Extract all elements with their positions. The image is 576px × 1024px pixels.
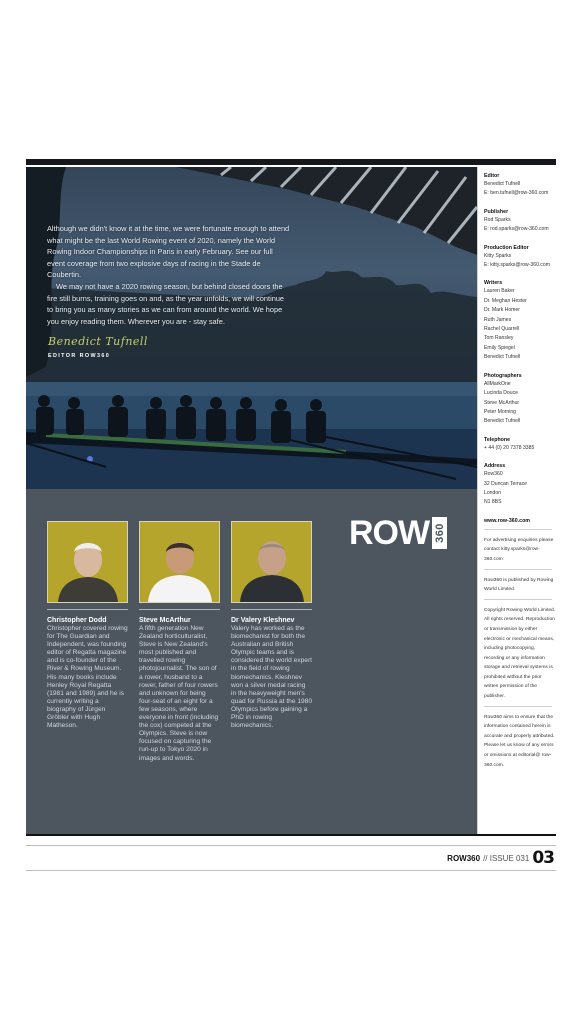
address-line: London xyxy=(484,489,501,496)
masthead-label: Editor xyxy=(484,173,500,179)
masthead-label: Photographers xyxy=(484,372,522,379)
masthead-name: Rod Sparks xyxy=(484,216,511,223)
contributor-name: Dr Valery Kleshnev xyxy=(231,617,295,624)
writer-name: Ruth James xyxy=(484,316,512,323)
writer-name: Lauren Baker xyxy=(484,288,515,295)
masthead-email: E: kitty.sparks@row-360.com xyxy=(484,262,550,269)
photographer-name: Steve McArthur xyxy=(484,399,520,406)
masthead-email: E: ben.tufnell@row-360.com xyxy=(484,190,549,197)
masthead-label: Address xyxy=(484,463,506,470)
writer-name: Benedict Tufnell xyxy=(484,354,521,361)
editorial-paragraph: Although we didn't know it at the time, we were fortunate enough to attend what might be the last World Rowing event of 2020, namely the World Rowing Indoor Championships in Paris in early February. See our full event coverage from two explosive days of racing in the Stade de Coubertin. xyxy=(47,224,290,280)
rowing-crew-photo xyxy=(26,167,477,489)
masthead-production xyxy=(484,245,556,271)
divider xyxy=(139,609,220,610)
website-link[interactable]: www.row-360.com xyxy=(484,517,531,524)
editorial-paragraph: We may not have a 2020 rowing season, but behind closed doors the fire still burns, training goes on and, as the year unfolds, we will continue to bring you as many stories as we can from around the world. We hope you enjoy reading them. Wherever you are - stay safe. xyxy=(47,281,285,326)
accuracy-note: Row360 aims to ensure that the information contained herein is accurate and properly attributed. Please let us know of any errors or omissions at editorial@ row-360.com. xyxy=(484,714,555,768)
writer-name: Rachel Quarrell xyxy=(484,326,520,333)
photographer-name: AllMarkOne xyxy=(484,380,511,387)
footer-issue: // ISSUE 031 xyxy=(483,854,530,863)
sidebar-divider xyxy=(477,167,478,834)
contributor-bio: A fifth generation New Zealand horticulturalist, Steve is New Zealand's most published and travelled rowing photojournalist. The son of a rower, husband to a rower, father of four rowers and unknown for being four-seat of an eight for a few seasons, where everyone in front (including the cox) competed at the Olympics. Steve is now focused on capturing the run-up to Tokyo 2020 in images and words. xyxy=(139,625,219,762)
contributor-card xyxy=(47,521,128,763)
masthead-label: Writers xyxy=(484,280,503,287)
contributor-card xyxy=(139,521,220,763)
advertising-note: For advertising enquiries please contact kitty.sparks@row-360.com xyxy=(484,537,554,562)
person-photo xyxy=(140,522,219,602)
masthead-telephone xyxy=(484,437,556,453)
masthead-sidebar xyxy=(477,167,556,834)
divider xyxy=(484,529,552,530)
divider xyxy=(231,609,312,610)
contributors-band xyxy=(26,489,477,834)
photographer-name: Peter Morning xyxy=(484,408,516,415)
masthead-publisher xyxy=(484,209,556,235)
masthead-photographers xyxy=(484,373,556,427)
contributor-portrait xyxy=(47,521,128,603)
masthead-label: Publisher xyxy=(484,208,509,215)
bottom-rule xyxy=(26,834,556,836)
writer-name: Emily Spiegel xyxy=(484,344,515,351)
footer-folio xyxy=(447,849,554,867)
contributor-portrait xyxy=(139,521,220,603)
publisher-note: Row360 is published by Rowing World Limited. xyxy=(484,577,554,593)
masthead-label: Production Editor xyxy=(484,244,529,251)
address-line: Row360 xyxy=(484,471,503,478)
person-photo xyxy=(48,522,127,602)
page-footer xyxy=(26,845,556,871)
editorial-text xyxy=(47,223,292,327)
editor-signature: Benedict Tufnell xyxy=(48,335,148,348)
divider xyxy=(484,706,552,707)
logo-wordmark: ROW xyxy=(349,514,430,552)
footer-magazine: ROW360 xyxy=(447,854,481,863)
photographer-name: Benedict Tufnell xyxy=(484,418,521,425)
editor-role: EDITOR ROW360 xyxy=(48,353,111,359)
divider xyxy=(484,599,552,600)
row360-logo xyxy=(349,516,447,550)
address-line: 32 Duncan Terrace xyxy=(484,480,527,487)
contributor-card xyxy=(231,521,312,763)
masthead-email: E: rod.sparks@row-360.com xyxy=(484,226,549,233)
divider xyxy=(47,609,128,610)
page-number: 03 xyxy=(532,848,554,868)
hero-photo xyxy=(26,167,477,489)
masthead-name: Kitty Sparks xyxy=(484,252,512,259)
writer-name: Dr. Meghan Hester xyxy=(484,297,527,304)
telephone-number: + 44 (0) 20 7378 3385 xyxy=(484,444,535,451)
contributor-portrait xyxy=(231,521,312,603)
contributor-bio: Valery has worked as the biomechanist for both the Australian and British Olympic teams and is considered the world expert in the field of rowing biomechanics. Kleshnev won a silver medal racing in the heavyweight men's quad for Russia at the 1980 Olympics before gaining a PhD in rowing biomechanics. xyxy=(231,625,313,730)
copyright-note: Copyright Rowing World Limited. All rights reserved. Reproduction or transmission by either electronic or mechanical means, including photocopying, recording or any information storage and retrieval systems is prohibited without the prior written permission of the publisher. xyxy=(484,607,556,700)
top-rule xyxy=(26,159,556,165)
divider xyxy=(484,569,552,570)
masthead-label: Telephone xyxy=(484,436,511,443)
masthead-writers xyxy=(484,280,556,362)
writer-name: Dr. Mark Homer xyxy=(484,307,520,314)
contributor-name: Steve McArthur xyxy=(139,617,191,624)
person-photo xyxy=(232,522,311,602)
logo-number-box: 360 xyxy=(432,517,447,549)
writer-name: Tom Ransley xyxy=(484,335,514,342)
contributors-list xyxy=(47,521,312,763)
photographer-name: Lucinda Douce xyxy=(484,390,518,397)
masthead-name: Benedict Tufnell xyxy=(484,181,521,187)
contributor-name: Christopher Dodd xyxy=(47,617,107,624)
contributor-bio: Christopher covered rowing for The Guardian and Independent, was founding editor of Regatta magazine and is co-founder of the River & Rowing Museum. His many books include Henley Royal Regatta (1981 and 1989) and he is currently writing a biography of Jürgen Gröbler with Hugh Matheson. xyxy=(47,625,128,730)
address-line: N1 8BS xyxy=(484,499,502,506)
masthead-editor xyxy=(484,173,556,199)
masthead-address xyxy=(484,463,556,508)
